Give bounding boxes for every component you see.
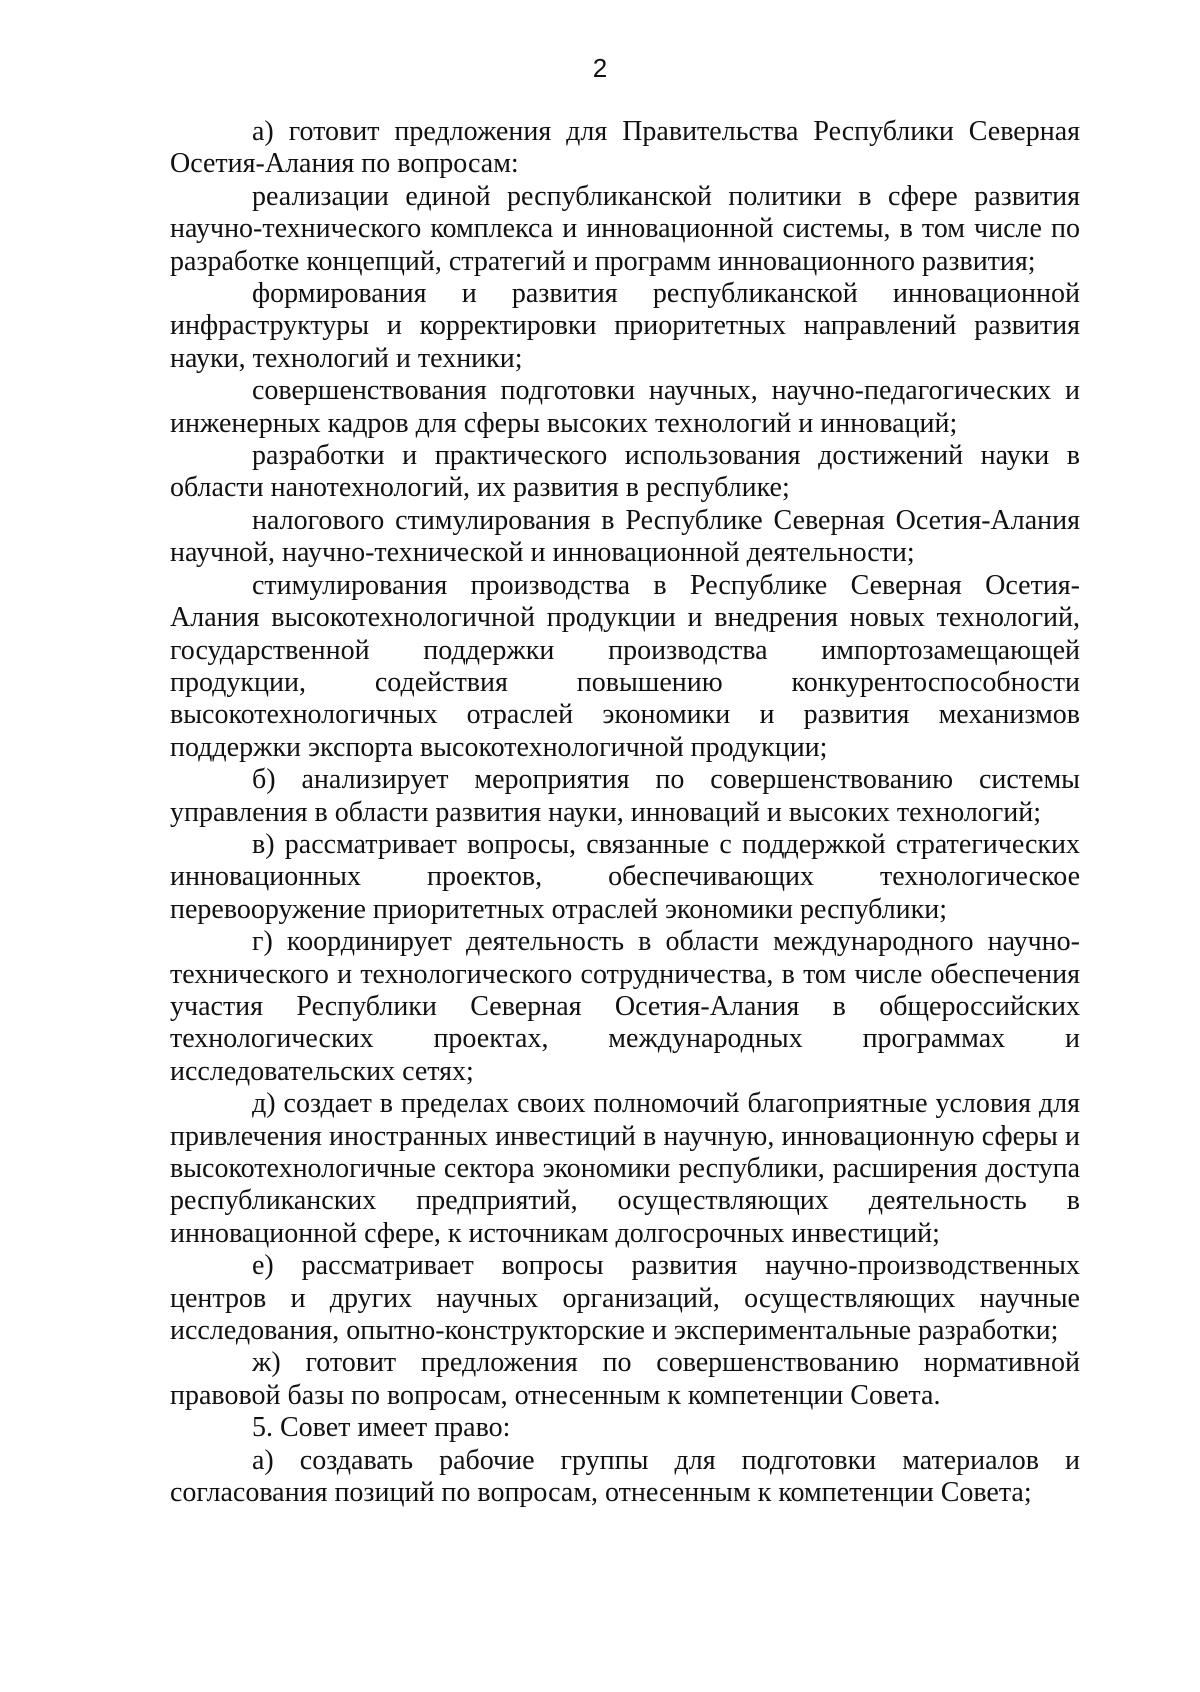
page-number: 2 bbox=[592, 53, 608, 83]
paragraph-g: г) координирует деятельность в области международного научно-технического и технологического сотрудничества, в том числе обеспечения участия Республики Северная Осетия-Алания в общероссийских технологических проектах, международных программах и исследовательских сетях; bbox=[170, 926, 1080, 1087]
paragraph-5a: а) создавать рабочие группы для подготовки материалов и согласования позиций по вопросам, отнесенным к компетенции Совета; bbox=[170, 1444, 1080, 1509]
paragraph-e: е) рассматривает вопросы развития научно-производственных центров и других научных организаций, осуществляющих научные исследования, опытно-конструкторские и экспериментальные разработки; bbox=[170, 1250, 1080, 1347]
paragraph-nanotech: разработки и практического использования достижений науки в области нанотехнологий, их развития в республике; bbox=[170, 440, 1080, 504]
paragraph-section-5: 5. Совет имеет право: bbox=[252, 1412, 511, 1444]
paragraph-d: д) создает в пределах своих полномочий благоприятные условия для привлечения иностранных инвестиций в научную, инновационную сферы и высокотехнологичные сектора экономики республики, расширения доступа республиканских предприятий, осуществляющих деятельность в инновационной сфере, к источникам долгосрочных инвестиций; bbox=[170, 1088, 1080, 1249]
paragraph-policy: реализации единой республиканской политики в сфере развития научно-технического комплекса и инновационной системы, в том числе по разработке концепций, стратегий и программ инновационного развития; bbox=[170, 180, 1080, 277]
paragraph-tax: налогового стимулирования в Республике Северная Осетия-Алания научной, научно-технической и инновационной деятельности; bbox=[170, 504, 1080, 569]
paragraph-v: в) рассматривает вопросы, связанные с поддержкой стратегических инновационных проектов, обеспечивающих технологическое перевооружение приоритетных отраслей экономики республики; bbox=[170, 828, 1080, 925]
paragraph-production: стимулирования производства в Республике Северная Осетия-Алания высокотехнологичной продукции и внедрения новых технологий, государственной поддержки производства импортозамещающей продукции, содействия повышению конкурентоспособности высокотехнологичных отраслей экономики и развития механизмов поддержки экспорта высокотехнологичной продукции; bbox=[170, 569, 1080, 763]
document-body bbox=[170, 116, 1080, 1509]
paragraph-training: совершенствования подготовки научных, научно-педагогических и инженерных кадров для сферы высоких технологий и инноваций; bbox=[170, 375, 1080, 439]
paragraph-zh: ж) готовит предложения по совершенствованию нормативной правовой базы по вопросам, отнесенным к компетенции Совета. bbox=[170, 1347, 1080, 1411]
paragraph-a-intro: а) готовит предложения для Правительства Республики Северная Осетия-Алания по вопросам: bbox=[170, 116, 1080, 180]
paragraph-b: б) анализирует мероприятия по совершенствованию системы управления в области развития науки, инноваций и высоких технологий; bbox=[170, 764, 1080, 828]
paragraph-infrastructure: формирования и развития республиканской инновационной инфраструктуры и корректировки приоритетных направлений развития науки, технологий и техники; bbox=[170, 278, 1080, 374]
